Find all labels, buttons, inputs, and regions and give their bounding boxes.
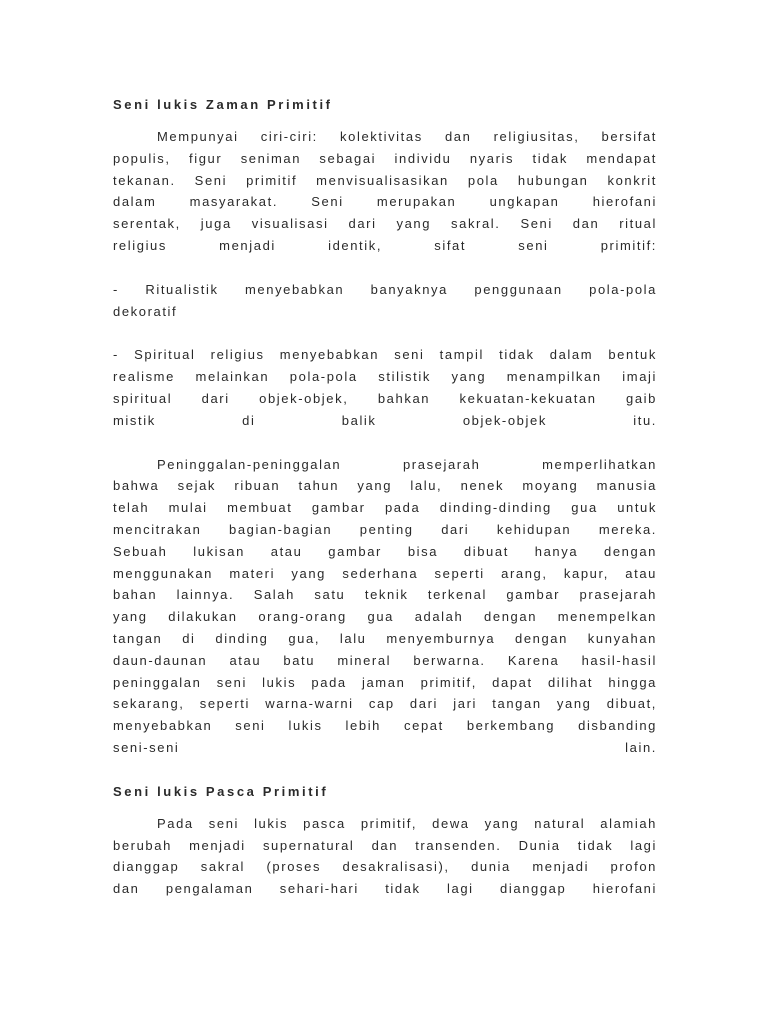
text-line: serentak, juga visualisasi dari yang sakral. Seni dan ritual xyxy=(113,216,657,232)
text-line: yang dilakukan orang-orang gua adalah dengan menempelkan xyxy=(113,609,657,625)
text-line: mistik di balik objek-objek itu. xyxy=(113,412,657,428)
text-line: spiritual dari objek-objek, bahkan kekuatan-kekuatan gaib xyxy=(113,390,657,406)
text-line: menggunakan materi yang sederhana seperti arang, kapur, atau xyxy=(113,565,657,581)
text-line: dianggap sakral (proses desakralisasi), dunia menjadi profon xyxy=(113,859,657,875)
paragraph-primitive-characteristics xyxy=(113,126,657,257)
document-page xyxy=(113,96,657,900)
paragraph-post-primitive xyxy=(113,813,657,900)
text-line: sekarang, seperti warna-warni cap dari jari tangan yang dibuat, xyxy=(113,696,657,712)
text-line: populis, figur seniman sebagai individu nyaris tidak mendapat xyxy=(113,150,657,166)
text-line: menyebabkan seni lukis lebih cepat berkembang disbanding xyxy=(113,718,657,734)
text-line: Mempunyai ciri-ciri: kolektivitas dan religiusitas, bersifat xyxy=(157,129,657,144)
text-line: peninggalan seni lukis pada jaman primitif, dapat dilihat hingga xyxy=(113,674,657,690)
text-line: dalam masyarakat. Seni merupakan ungkapan hierofani xyxy=(113,194,657,210)
text-line: bahwa sejak ribuan tahun yang lalu, nenek moyang manusia xyxy=(113,478,657,494)
text-line: Pada seni lukis pasca primitif, dewa yang natural alamiah xyxy=(157,815,657,831)
text-line: mencitrakan bagian-bagian penting dari kehidupan mereka. xyxy=(113,521,657,537)
text-line: dan pengalaman sehari-hari tidak lagi dianggap hierofani xyxy=(113,881,657,897)
text-line: telah mulai membuat gambar pada dinding-dinding gua untuk xyxy=(113,500,657,516)
bullet-spiritual xyxy=(113,344,657,431)
paragraph-prehistoric-remains xyxy=(113,454,657,759)
bullet-ritualistic xyxy=(113,279,657,323)
text-line: - Spiritual religius menyebabkan seni tampil tidak dalam bentuk xyxy=(113,347,657,363)
text-line: dekoratif xyxy=(113,303,178,319)
text-line: Peninggalan-peninggalan prasejarah memperlihatkan xyxy=(157,456,657,472)
text-line: bahan lainnya. Salah satu teknik terkenal gambar prasejarah xyxy=(113,587,657,603)
text-line: tangan di dinding gua, lalu menyemburnya dengan kunyahan xyxy=(113,630,657,646)
text-line: tekanan. Seni primitif menvisualisasikan pola hubungan konkrit xyxy=(113,172,657,188)
text-line: daun-daunan atau batu mineral berwarna. Karena hasil-hasil xyxy=(113,652,657,668)
text-line: - Ritualistik menyebabkan banyaknya penggunaan pola-pola xyxy=(113,281,657,297)
text-line: religius menjadi identik, sifat seni primitif: xyxy=(113,237,657,253)
text-line: Sebuah lukisan atau gambar bisa dibuat hanya dengan xyxy=(113,543,657,559)
section-heading-post-primitive: Seni lukis Pasca Primitif xyxy=(113,783,329,799)
text-line: realisme melainkan pola-pola stilistik yang menampilkan imaji xyxy=(113,369,657,385)
text-line: seni-seni lain. xyxy=(113,739,657,755)
text-line: berubah menjadi supernatural dan transenden. Dunia tidak lagi xyxy=(113,837,657,853)
section-heading-primitive: Seni lukis Zaman Primitif xyxy=(113,97,333,112)
